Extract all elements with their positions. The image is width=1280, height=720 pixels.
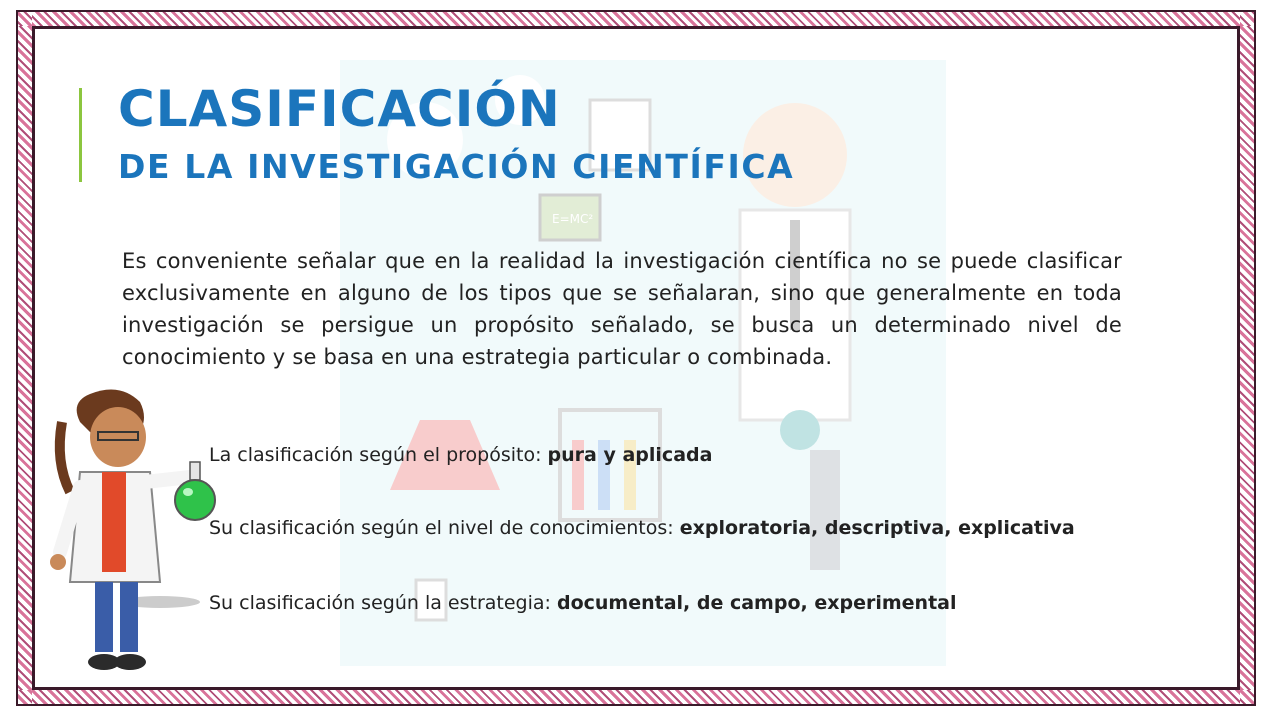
- slide-subtitle: DE LA INVESTIGACIÓN CIENTÍFICA: [118, 147, 795, 186]
- item-label: Su clasificación según la estrategia:: [209, 592, 557, 614]
- svg-text:E=MC²: E=MC²: [552, 212, 594, 226]
- classification-item-knowledge-level: [209, 517, 1075, 539]
- item-value: documental, de campo, experimental: [556, 592, 957, 614]
- item-label: La clasificación según el propósito:: [209, 444, 548, 466]
- classification-item-strategy: [209, 592, 956, 614]
- item-label: Su clasificación según el nivel de conocimientos:: [209, 517, 680, 539]
- item-value: exploratoria, descriptiva, explicativa: [679, 517, 1075, 539]
- flask-icon: [175, 462, 215, 520]
- slide-title: CLASIFICACIÓN: [118, 80, 561, 138]
- intro-paragraph: Es conveniente señalar que en la realidad la investigación científica no se puede clasificar exclusivamente en alguno de los tipos que se señalaran, sino que generalmente en toda investigación se persigue un propósito señalado, se busca un determinado nivel de conocimiento y se basa en una estrategia particular o combinada.: [122, 249, 1122, 369]
- title-accent-bar: [79, 88, 82, 182]
- classification-item-purpose: [209, 444, 712, 466]
- scientist-illustration: [40, 382, 220, 674]
- item-value: pura y aplicada: [547, 444, 713, 466]
